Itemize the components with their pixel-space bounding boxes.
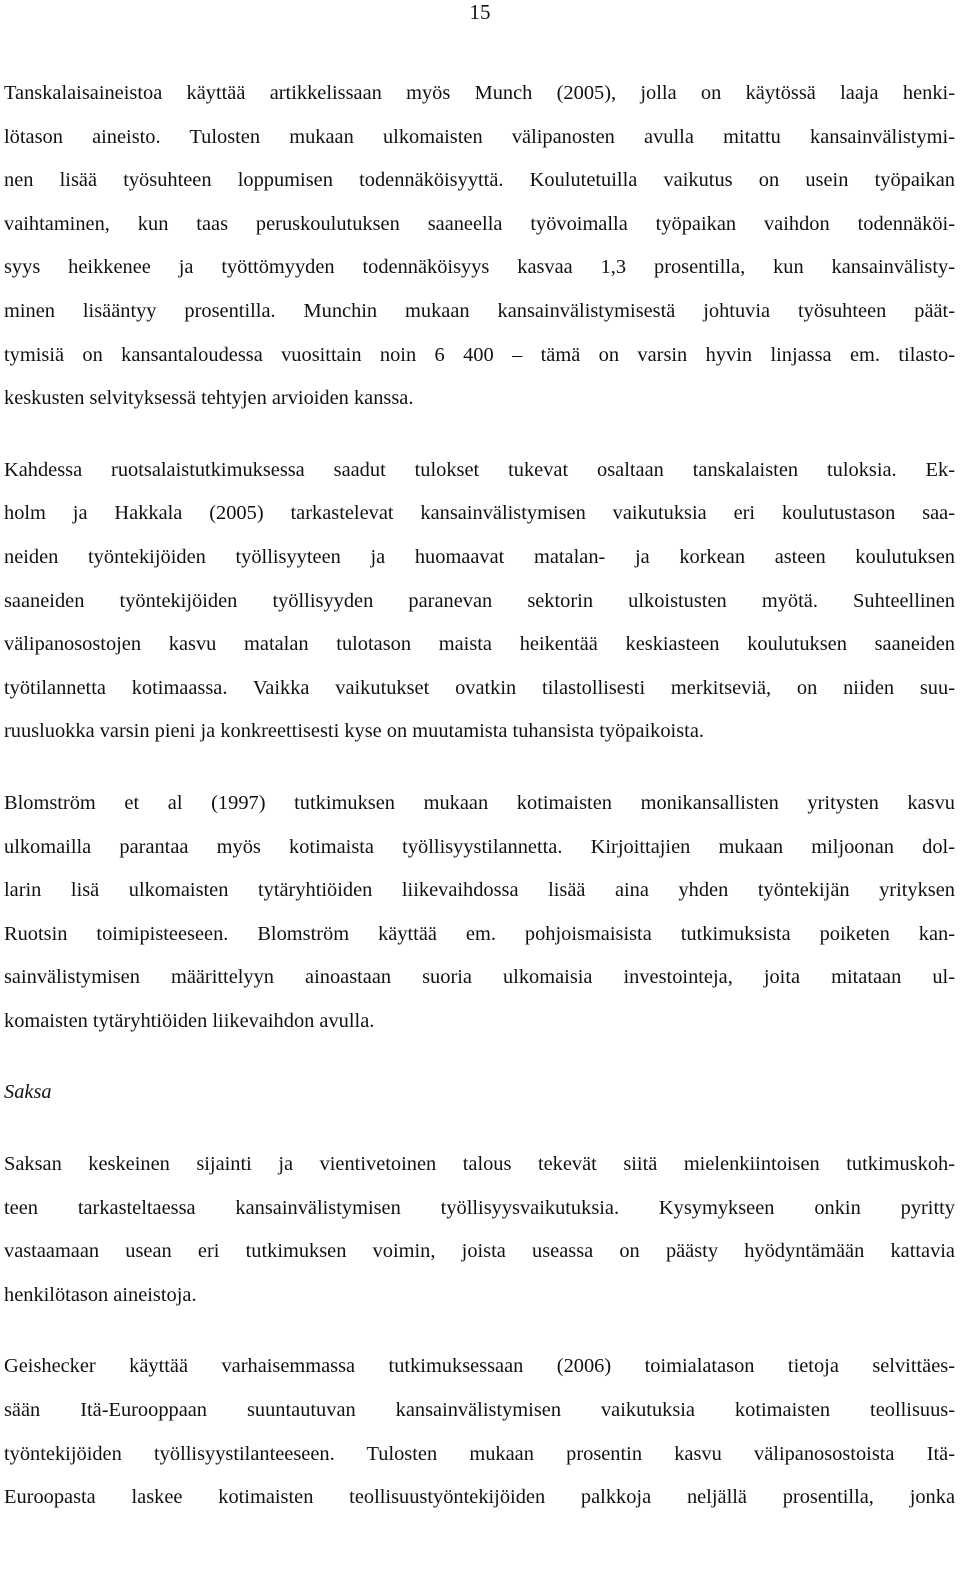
text-line: saaneiden työntekijöiden työllisyyden paranevan sektorin ulkoistusten myötä. Suhteellinen [4, 589, 955, 612]
text-line: Saksan keskeinen sijainti ja vientivetoinen talous tekevät siitä mielenkiintoisen tutkimuskoh- [4, 1153, 955, 1176]
text-line: nen lisää työsuhteen loppumisen todennäköisyyttä. Koulutetuilla vaikutus on usein työpaikan [4, 169, 955, 192]
paragraph-gap [4, 421, 955, 449]
text-line: larin lisä ulkomaisten tytäryhtiöiden liikevaihdossa lisää aina yhden työntekijän yrityksen [4, 879, 955, 902]
text-line: Ruotsin toimipisteeseen. Blomström käyttää em. pohjoismaisista tutkimuksista poiketen kan- [4, 922, 955, 945]
paragraph-tanskalainen [4, 72, 955, 421]
text-line: tymisiä on kansantaloudessa vuosittain noin 6 400 – tämä on varsin hyvin linjassa em. tilasto- [4, 343, 955, 366]
paragraph-gap [4, 1115, 955, 1143]
text-line: Tanskalaisaineistoa käyttää artikkelissaan myös Munch (2005), jolla on käytössä laaja henki- [4, 82, 955, 104]
text-line: syys heikkenee ja työttömyyden todennäköisyys kasvaa 1,3 prosentilla, kun kansainvälisty- [4, 256, 955, 279]
paragraph-gap [4, 1317, 955, 1345]
text-line: neiden työntekijöiden työllisyyteen ja huomaavat matalan- ja korkean asteen koulutuksen [4, 545, 955, 568]
text-line: Kahdessa ruotsalaistutkimuksessa saadut tulokset tukevat osaltaan tanskalaisten tuloksia. Ek- [4, 458, 955, 481]
text-line: sään Itä-Eurooppaan suuntautuvan kansainvälistymisen vaikutuksia kotimaisten teollisuus- [4, 1399, 955, 1422]
text-line: ruusluokka varsin pieni ja konkreettisesti kyse on muutamista tuhansista työpaikoista. [4, 720, 704, 743]
text-line: minen lisääntyy prosentilla. Munchin mukaan kansainvälistymisestä johtuvia työsuhteen päät- [4, 299, 955, 322]
paragraph-gap [4, 1043, 955, 1071]
text-line: vaihtaminen, kun taas peruskoulutuksen saaneella työvoimalla työpaikan vaihdon todennäköi- [4, 212, 955, 235]
text-line: ulkomailla parantaa myös kotimaista työllisyystilannetta. Kirjoittajien mukaan miljoonan dol- [4, 835, 955, 858]
paragraph-saksa-intro [4, 1143, 955, 1317]
paragraph-ruotsi [4, 449, 955, 754]
text-line: teen tarkasteltaessa kansainvälistymisen työllisyysvaikutuksia. Kysymykseen onkin pyritty [4, 1196, 955, 1219]
text-line: holm ja Hakkala (2005) tarkastelevat kansainvälistymisen vaikutuksia eri koulutustason saa- [4, 502, 955, 525]
text-line: keskusten selvityksessä tehtyjen arvioiden kanssa. [4, 387, 414, 410]
text-line: Euroopasta laskee kotimaisten teollisuustyöntekijöiden palkkoja neljällä prosentilla, jonka [4, 1486, 955, 1509]
document-body [4, 72, 955, 1520]
text-line: lötason aineisto. Tulosten mukaan ulkomaisten välipanosten avulla mitattu kansainvälistymi- [4, 125, 955, 148]
paragraph-blomstrom [4, 782, 955, 1044]
text-line: Geishecker käyttää varhaisemmassa tutkimuksessaan (2006) toimialatason tietoja selvittäes- [4, 1355, 955, 1378]
paragraph-gap [4, 754, 955, 782]
text-line: työtilannetta kotimaassa. Vaikka vaikutukset ovatkin tilastollisesti merkitseviä, on niiden suu- [4, 676, 955, 699]
paragraph-geishecker [4, 1345, 955, 1519]
text-line: komaisten tytäryhtiöiden liikevaihdon avulla. [4, 1009, 375, 1032]
text-line: Blomström et al (1997) tutkimuksen mukaan kotimaisten monikansallisten yritysten kasvu [4, 791, 955, 814]
text-line: vastaamaan usean eri tutkimuksen voimin, joista useassa on päästy hyödyntämään kattavia [4, 1240, 955, 1263]
text-line: sainvälistymisen määrittelyyn ainoastaan suoria ulkomaisia investointeja, joita mitataan ul- [4, 966, 955, 989]
page-number: 15 [469, 0, 491, 24]
text-line: välipanosostojen kasvu matalan tulotason maista heikentää keskiasteen koulutuksen saaneiden [4, 633, 955, 656]
section-heading: Saksa [4, 1081, 52, 1104]
text-line: työntekijöiden työllisyystilanteeseen. Tulosten mukaan prosentin kasvu välipanosostoista Itä- [4, 1442, 955, 1465]
text-line: henkilötason aineistoja. [4, 1283, 197, 1306]
